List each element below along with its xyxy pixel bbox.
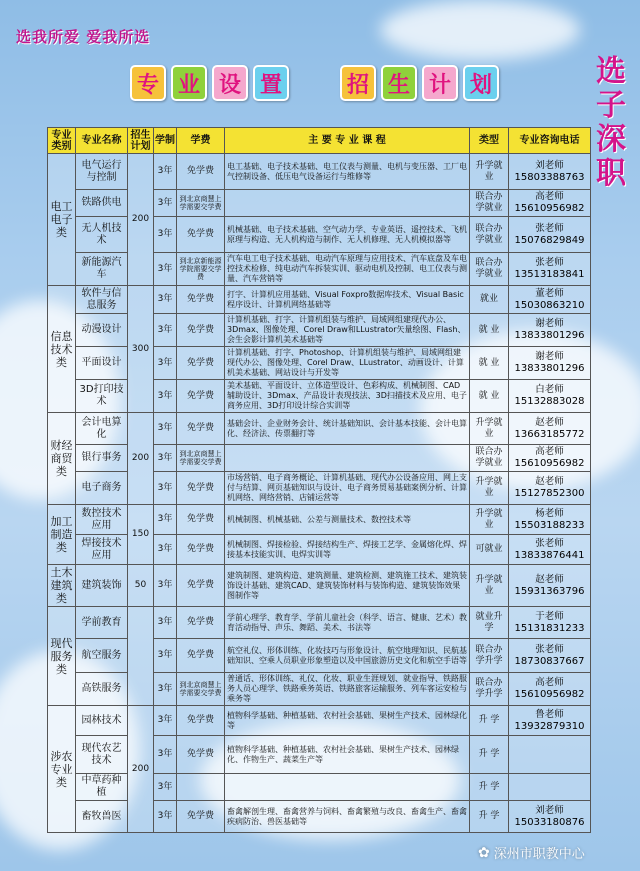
course-cell: 机械制图、焊接检验、焊接结构生产、焊接工艺学、金属熔化焊、焊接基本技能实训、电焊实训等	[225, 535, 470, 565]
xuezhi-cell: 3年	[154, 445, 177, 472]
xuezhi-cell: 3年	[154, 639, 177, 673]
type-cell: 升学就业	[470, 565, 509, 607]
xuezhi-cell: 3年	[154, 190, 177, 217]
fee-cell: 免学费	[177, 413, 225, 445]
fee-cell: 免学费	[177, 535, 225, 565]
fee-cell: 免学费	[177, 565, 225, 607]
xuezhi-cell: 3年	[154, 154, 177, 190]
column-header: 专业咨询电话	[509, 128, 591, 154]
contact-phone: 15610956982	[514, 689, 585, 700]
major-name: 学前教育	[76, 607, 128, 639]
banner-tile: 招	[340, 65, 376, 101]
contact-phone: 15803388763	[514, 171, 585, 183]
contact-phone: 15076829849	[514, 234, 585, 246]
fee-cell: 免学费	[177, 380, 225, 413]
column-header: 类型	[470, 128, 509, 154]
banner-major-setting	[130, 65, 289, 101]
contact-name: 刘老师	[535, 159, 564, 171]
column-header: 专业类别	[48, 128, 76, 154]
type-cell: 联合办学升学	[470, 673, 509, 706]
contact-cell	[509, 217, 591, 253]
xuezhi-cell: 3年	[154, 314, 177, 347]
type-cell: 联合办学就业	[470, 445, 509, 472]
course-cell: 打字、计算机应用基础、Visual Foxpro数据库技术、Visual Basic程序设计、计算机网络基础等	[225, 286, 470, 314]
contact-cell	[509, 314, 591, 347]
contact-name: 杨老师	[535, 507, 564, 519]
contact-name: 赵老师	[535, 476, 564, 487]
enrollment-table	[47, 127, 591, 833]
major-name: 现代农艺技术	[76, 736, 128, 774]
contact-cell	[509, 286, 591, 314]
contact-cell	[509, 801, 591, 833]
xuezhi-cell: 3年	[154, 217, 177, 253]
type-cell: 联合办学就业	[470, 190, 509, 217]
major-name: 建筑装饰	[76, 565, 128, 607]
type-cell: 就 业	[470, 380, 509, 413]
contact-name: 鲁老师	[535, 708, 564, 720]
contact-cell	[509, 253, 591, 286]
contact-cell	[509, 445, 591, 472]
fee-cell: 免学费	[177, 736, 225, 774]
fee-cell	[177, 774, 225, 801]
watermark-text: 深州市职教中心	[493, 847, 585, 862]
xuezhi-cell: 3年	[154, 565, 177, 607]
contact-phone: 15132883028	[514, 396, 585, 407]
table-header-row	[48, 128, 591, 154]
table-row	[48, 565, 591, 607]
wechat-icon: ✿	[478, 844, 490, 861]
banner-tile: 设	[212, 65, 248, 101]
contact-name: 谢老师	[535, 351, 564, 362]
xuezhi-cell: 3年	[154, 774, 177, 801]
contact-name: 张老师	[535, 643, 564, 655]
type-cell: 升 学	[470, 801, 509, 833]
category-cell: 加工制造类	[48, 505, 76, 565]
fee-cell: 免学费	[177, 706, 225, 736]
plan-cell: 300	[128, 286, 154, 413]
course-cell: 电工基础、电子技术基础、电工仪表与测量、电机与变压器、工厂电气控制设备、低压电气设备运行与维修等	[225, 154, 470, 190]
watermark	[478, 843, 585, 862]
banner-tile: 划	[463, 65, 499, 101]
type-cell: 可就业	[470, 535, 509, 565]
type-cell: 就业	[470, 286, 509, 314]
category-cell: 信息技术类	[48, 286, 76, 413]
course-cell: 基础会计、企业财务会计、统计基础知识、会计基本技能、会计电算化、经济法、传票翻打等	[225, 413, 470, 445]
contact-name: 赵老师	[535, 416, 564, 428]
xuezhi-cell: 3年	[154, 673, 177, 706]
banner-tile: 生	[381, 65, 417, 101]
contact-cell	[509, 607, 591, 639]
contact-cell	[509, 347, 591, 380]
xuezhi-cell: 3年	[154, 413, 177, 445]
banner-tile: 计	[422, 65, 458, 101]
xuezhi-cell: 3年	[154, 286, 177, 314]
category-cell: 财经商贸类	[48, 413, 76, 505]
plan-cell: 200	[128, 706, 154, 833]
fee-cell: 免学费	[177, 607, 225, 639]
contact-phone: 18730837667	[514, 655, 585, 667]
major-name: 动漫设计	[76, 314, 128, 347]
fee-cell: 免学费	[177, 639, 225, 673]
contact-phone: 13833876441	[514, 549, 585, 561]
contact-phone: 13932879310	[514, 720, 585, 732]
contact-name: 白老师	[535, 384, 564, 395]
contact-cell	[509, 190, 591, 217]
major-name: 电子商务	[76, 472, 128, 505]
major-name: 银行事务	[76, 445, 128, 472]
contact-phone: 13663185772	[514, 428, 585, 440]
category-cell: 土木建筑类	[48, 565, 76, 607]
table-row	[48, 286, 591, 314]
contact-cell	[509, 154, 591, 190]
fee-cell: 到北京商慧上学需要交学费	[177, 673, 225, 706]
contact-cell	[509, 736, 591, 774]
contact-phone: 15610956982	[514, 203, 585, 214]
contact-phone: 15131831233	[514, 622, 585, 634]
table-row	[48, 706, 591, 736]
major-name: 航空服务	[76, 639, 128, 673]
brand-char: 子	[596, 88, 626, 123]
column-header: 学费	[177, 128, 225, 154]
xuezhi-cell: 3年	[154, 535, 177, 565]
slogan: 选我所爱 爱我所选	[16, 28, 151, 46]
column-header: 招生计划	[128, 128, 154, 154]
major-name: 新能源汽车	[76, 253, 128, 286]
banner-enrollment-plan	[340, 65, 499, 101]
table-row	[48, 413, 591, 445]
contact-phone: 15127852300	[514, 488, 585, 499]
fee-cell: 免学费	[177, 505, 225, 535]
major-name: 电气运行与控制	[76, 154, 128, 190]
fee-cell: 到北京商慧上学需要交学费	[177, 190, 225, 217]
xuezhi-cell: 3年	[154, 706, 177, 736]
major-name: 中草药种植	[76, 774, 128, 801]
brand-char: 职	[596, 156, 626, 191]
xuezhi-cell: 3年	[154, 253, 177, 286]
contact-phone: 13513183841	[514, 269, 585, 280]
major-name: 软件与信息服务	[76, 286, 128, 314]
contact-name: 赵老师	[535, 573, 564, 585]
course-cell	[225, 190, 470, 217]
major-name: 平面设计	[76, 347, 128, 380]
contact-phone: 15503188233	[514, 519, 585, 531]
plan-cell: 150	[128, 505, 154, 565]
major-name: 焊接技术应用	[76, 535, 128, 565]
banner-tile: 专	[130, 65, 166, 101]
contact-cell	[509, 774, 591, 801]
cloud-decoration	[380, 0, 580, 60]
xuezhi-cell: 3年	[154, 801, 177, 833]
type-cell: 升学就业	[470, 154, 509, 190]
contact-cell	[509, 472, 591, 505]
contact-cell	[509, 505, 591, 535]
banner-tile: 业	[171, 65, 207, 101]
fee-cell: 免学费	[177, 472, 225, 505]
contact-name: 刘老师	[535, 804, 564, 816]
major-name: 无人机技术	[76, 217, 128, 253]
type-cell: 联合办学升学	[470, 639, 509, 673]
course-cell: 普通话、形体训练、礼仪、化妆、职业生涯规划、就业指导、铁路服务人员心理学、铁路乘务英语、铁路旅客运输服务、列车客运安检与乘务等	[225, 673, 470, 706]
brand-char: 深	[596, 122, 626, 157]
course-cell	[225, 445, 470, 472]
xuezhi-cell: 3年	[154, 380, 177, 413]
contact-name: 高老师	[535, 191, 564, 202]
side-brand	[590, 55, 632, 191]
plan-cell: 200	[128, 413, 154, 505]
course-cell: 建筑制图、建筑构造、建筑测量、建筑检测、建筑施工技术、建筑装饰设计基础、建筑CAD、建筑装饰材料与装饰构造、建筑装饰效果图制作等	[225, 565, 470, 607]
type-cell: 升学就业	[470, 472, 509, 505]
major-name: 畜牧兽医	[76, 801, 128, 833]
contact-cell	[509, 413, 591, 445]
column-header: 主 要 专 业 课 程	[225, 128, 470, 154]
type-cell: 就 业	[470, 314, 509, 347]
course-cell: 机械制图、机械基础、公差与测量技术、数控技术等	[225, 505, 470, 535]
contact-phone: 13833801296	[514, 363, 585, 374]
type-cell: 就业升学	[470, 607, 509, 639]
major-name: 高铁服务	[76, 673, 128, 706]
type-cell: 升学就业	[470, 505, 509, 535]
course-cell: 植物科学基础、种植基础、农村社会基础、果树生产技术、园林绿化、作物生产、蔬菜生产等	[225, 736, 470, 774]
xuezhi-cell: 3年	[154, 736, 177, 774]
contact-name: 董老师	[535, 287, 564, 299]
contact-phone: 15931363796	[514, 585, 585, 597]
table-row	[48, 154, 591, 190]
type-cell: 升 学	[470, 774, 509, 801]
xuezhi-cell: 3年	[154, 472, 177, 505]
type-cell: 联合办学就业	[470, 253, 509, 286]
course-cell: 计算机基础、打字、计算机组装与维护、局域网组建现代办公、3Dmax、图像处理、Corel Draw和LLustrator矢量绘图、Flash、会生会影计算机美术基础等	[225, 314, 470, 347]
fee-cell: 到北京新能源学院需要交学费	[177, 253, 225, 286]
type-cell: 升学就业	[470, 413, 509, 445]
major-name: 3D打印技术	[76, 380, 128, 413]
contact-name: 于老师	[535, 610, 564, 622]
fee-cell: 免学费	[177, 314, 225, 347]
contact-name: 高老师	[535, 677, 564, 688]
plan-cell: 200	[128, 154, 154, 286]
contact-phone: 13833801296	[514, 330, 585, 341]
category-cell: 涉农专业类	[48, 706, 76, 833]
contact-name: 高老师	[535, 446, 564, 457]
contact-name: 张老师	[535, 222, 564, 234]
contact-name: 张老师	[535, 537, 564, 549]
contact-cell	[509, 380, 591, 413]
course-cell: 美术基础、平面设计、立体造型设计、色彩构成、机械制图、CAD辅助设计、3Dmax、产品设计表现技法、3D扫描技术及应用、电子商务应用、3D打印设计综合实训等	[225, 380, 470, 413]
fee-cell: 免学费	[177, 154, 225, 190]
fee-cell: 免学费	[177, 347, 225, 380]
course-cell: 畜禽解剖生理、畜禽营养与饲料、畜禽繁殖与改良、畜禽生产、畜禽疾病防治、兽医基础等	[225, 801, 470, 833]
table-row	[48, 607, 591, 639]
type-cell: 联合办学就业	[470, 217, 509, 253]
contact-cell	[509, 639, 591, 673]
course-cell: 市场营销、电子商务概论、计算机基础、现代办公设备应用、网上支付与结算、网页基础知识与设计、电子商务贸易基础案例分析、计算机网络、网络营销、店铺运营等	[225, 472, 470, 505]
course-cell: 计算机基础、打字、Photoshop、计算机组装与维护、局域网组建现代办公、图像处理、Corel Draw、LLustrator、动画设计、计算机美术基础、网站设计与开发等	[225, 347, 470, 380]
major-name: 园林技术	[76, 706, 128, 736]
contact-cell	[509, 535, 591, 565]
major-name: 数控技术应用	[76, 505, 128, 535]
course-cell: 航空礼仪、形体训练、化妆技巧与形象设计、航空地理知识、民航基础知识、空乘人员职业形象塑造以及中国旅游历史文化和航空手语等	[225, 639, 470, 673]
fee-cell: 免学费	[177, 217, 225, 253]
type-cell: 升 学	[470, 706, 509, 736]
major-name: 铁路供电	[76, 190, 128, 217]
contact-phone: 15033180876	[514, 816, 585, 828]
course-cell	[225, 774, 470, 801]
type-cell: 就 业	[470, 347, 509, 380]
xuezhi-cell: 3年	[154, 607, 177, 639]
major-name: 会计电算化	[76, 413, 128, 445]
banner-tile: 置	[253, 65, 289, 101]
xuezhi-cell: 3年	[154, 347, 177, 380]
course-cell: 机械基础、电子技术基础、空气动力学、专业英语、遥控技术、飞机原理与构造、无人机构造与制作、无人机修理、无人机模拟器等	[225, 217, 470, 253]
plan-cell: 50	[128, 565, 154, 607]
contact-cell	[509, 673, 591, 706]
contact-cell	[509, 565, 591, 607]
table-row	[48, 505, 591, 535]
contact-phone: 15610956982	[514, 458, 585, 469]
contact-name: 谢老师	[535, 318, 564, 329]
fee-cell: 免学费	[177, 286, 225, 314]
type-cell: 升 学	[470, 736, 509, 774]
contact-name: 张老师	[535, 257, 564, 268]
contact-cell	[509, 706, 591, 736]
plan-cell	[128, 607, 154, 706]
column-header: 学制	[154, 128, 177, 154]
course-cell: 汽车电工电子技术基础、电动汽车原理与应用技术、汽车底盘及车电控技术检修、纯电动汽车拆装实训、驱动电机及控制、电工仪表与测量、汽车营销等	[225, 253, 470, 286]
column-header: 专业名称	[76, 128, 128, 154]
course-cell: 学前心理学、教育学、学前儿童社会（科学、语言、健康、艺术）教育活动指导、声乐、舞蹈、美术、书法等	[225, 607, 470, 639]
category-cell: 现代服务类	[48, 607, 76, 706]
course-cell: 植物科学基础、种植基础、农村社会基础、果树生产技术、园林绿化等	[225, 706, 470, 736]
fee-cell: 到北京商慧上学需要交学费	[177, 445, 225, 472]
fee-cell: 免学费	[177, 801, 225, 833]
xuezhi-cell: 3年	[154, 505, 177, 535]
contact-phone: 15030863210	[514, 299, 585, 311]
brand-char: 选	[596, 54, 626, 89]
category-cell: 电工电子类	[48, 154, 76, 286]
